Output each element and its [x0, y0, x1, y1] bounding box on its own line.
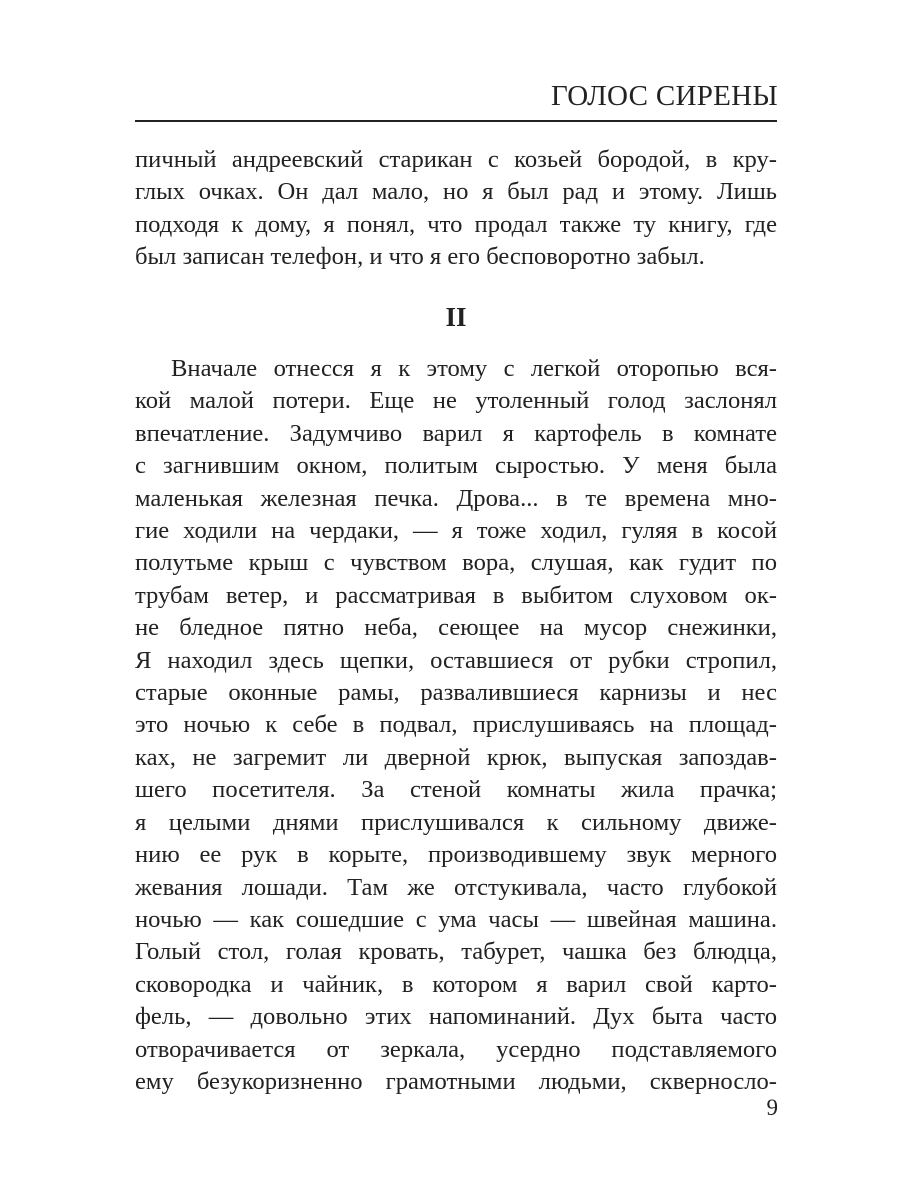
- text-line: нию ее рук в корыте, производившему звук мерного: [135, 841, 777, 869]
- text-line: жевания лошади. Там же отстукивала, часто глубокой: [135, 873, 777, 901]
- text-line: гие ходили на чердаки, — я тоже ходил, гуляя в косой: [135, 517, 777, 545]
- text-line: Голый стол, голая кровать, табурет, чашка без блюдца,: [135, 938, 777, 966]
- text-line: кой малой потери. Еще не утоленный голод заслонял: [135, 387, 777, 415]
- text-line: шего посетителя. За стеной комнаты жила прачка;: [135, 776, 777, 804]
- paragraph-continued: [135, 144, 777, 274]
- running-head-title: ГОЛОС СИРЕНЫ: [550, 80, 778, 112]
- page-number: 9: [766, 1095, 778, 1120]
- text-line: глых очках. Он дал мало, но я был рад и этому. Лишь: [135, 178, 777, 206]
- text-line: не бледное пятно неба, сеющее на мусор снежинки,: [135, 614, 777, 642]
- text-line: ему безукоризненно грамотными людьми, скверносло-: [135, 1067, 777, 1095]
- text-line: впечатление. Задумчиво варил я картофель в комнате: [135, 419, 777, 447]
- text-line: Я находил здесь щепки, оставшиеся от рубки стропил,: [135, 646, 777, 674]
- header-rule: [135, 120, 777, 122]
- text-line: ночью — как сошедшие с ума часы — швейная машина.: [135, 905, 777, 933]
- text-line: ках, не загремит ли дверной крюк, выпуская запоздав-: [135, 743, 777, 771]
- text-line: сковородка и чайник, в котором я варил свой карто-: [135, 970, 777, 998]
- chapter-heading: II: [445, 302, 467, 332]
- text-line: Вначале отнесся я к этому с легкой оторопью вся-: [171, 355, 777, 382]
- text-line: полутьме крыш с чувством вора, слушая, как гудит по: [135, 549, 777, 577]
- text-line: пичный андреевский старикан с козьей бородой, в кру-: [135, 146, 777, 173]
- text-line: с загнившим окном, политым сыростью. У меня была: [135, 452, 777, 480]
- text-line: маленькая железная печка. Дрова... в те времена мно-: [135, 484, 777, 512]
- text-line: это ночью к себе в подвал, прислушиваясь на площад-: [135, 711, 777, 739]
- text-line: отворачивается от зеркала, усердно подставляемого: [135, 1035, 777, 1063]
- paragraph-main: [135, 353, 777, 1098]
- text-line: трубам ветер, и рассматривая в выбитом слуховом ок-: [135, 581, 777, 609]
- text-line: подходя к дому, я понял, что продал также ту книгу, где: [135, 210, 777, 238]
- text-line: был записан телефон, и что я его бесповоротно забыл.: [135, 243, 705, 271]
- text-line: я целыми днями прислушивался к сильному движе-: [135, 808, 777, 836]
- text-line: старые оконные рамы, развалившиеся карнизы и нес: [135, 679, 777, 707]
- text-line: фель, — довольно этих напоминаний. Дух быта часто: [135, 1003, 777, 1031]
